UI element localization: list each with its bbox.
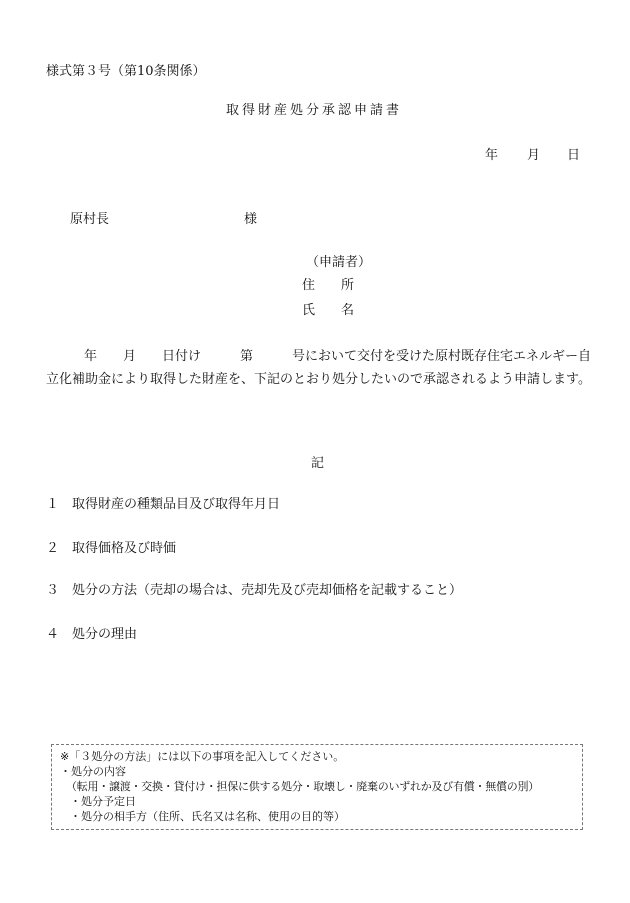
ki-heading: 記 [311, 456, 325, 471]
note-line: ・処分予定日 [70, 795, 136, 808]
note-line: ・処分の相手方（住所、氏名又は名称、使用の目的等） [70, 810, 345, 823]
application-body-text: 年 月 日付け 第 号において交付を受けた原村既存住宅エネルギー自立化補助金により取得した財産を、下記のとおり処分したいので承認されるよう申請します。 [46, 349, 592, 387]
item-text: 処分の方法（売却の場合は、売却先及び売却価格を記載すること） [72, 583, 463, 598]
addressee-name: 原村長 [70, 212, 110, 227]
applicant-label: （申請者） [306, 255, 372, 270]
note-line: ・処分の内容 [60, 765, 126, 778]
item-number: ４ [46, 627, 60, 642]
date-month-label: 月 [527, 148, 541, 163]
item-text: 処分の理由 [72, 627, 138, 642]
applicant-name-label: 氏 名 [302, 303, 355, 318]
item-text: 取得財産の種類品目及び取得年月日 [72, 497, 281, 512]
date-day-label: 日 [567, 148, 581, 163]
item-number: ２ [46, 541, 60, 556]
item-number: ３ [46, 583, 60, 598]
note-line: （転用・譲渡・交換・貸付け・担保に供する処分・取壊し・廃棄のいずれか及び有償・無償の別） [66, 780, 539, 793]
note-box [51, 744, 583, 830]
document-title: 取得財産処分承認申請書 [226, 103, 403, 118]
item-number: １ [46, 497, 60, 512]
item-text: 取得価格及び時価 [72, 541, 177, 556]
date-year-label: 年 [485, 148, 499, 163]
note-line: ※「３処分の方法」には以下の事項を記入してください。 [60, 750, 345, 763]
form-number: 様式第３号（第10条関係） [46, 64, 206, 79]
addressee-honorific: 様 [244, 212, 258, 227]
applicant-address-label: 住 所 [302, 278, 355, 293]
